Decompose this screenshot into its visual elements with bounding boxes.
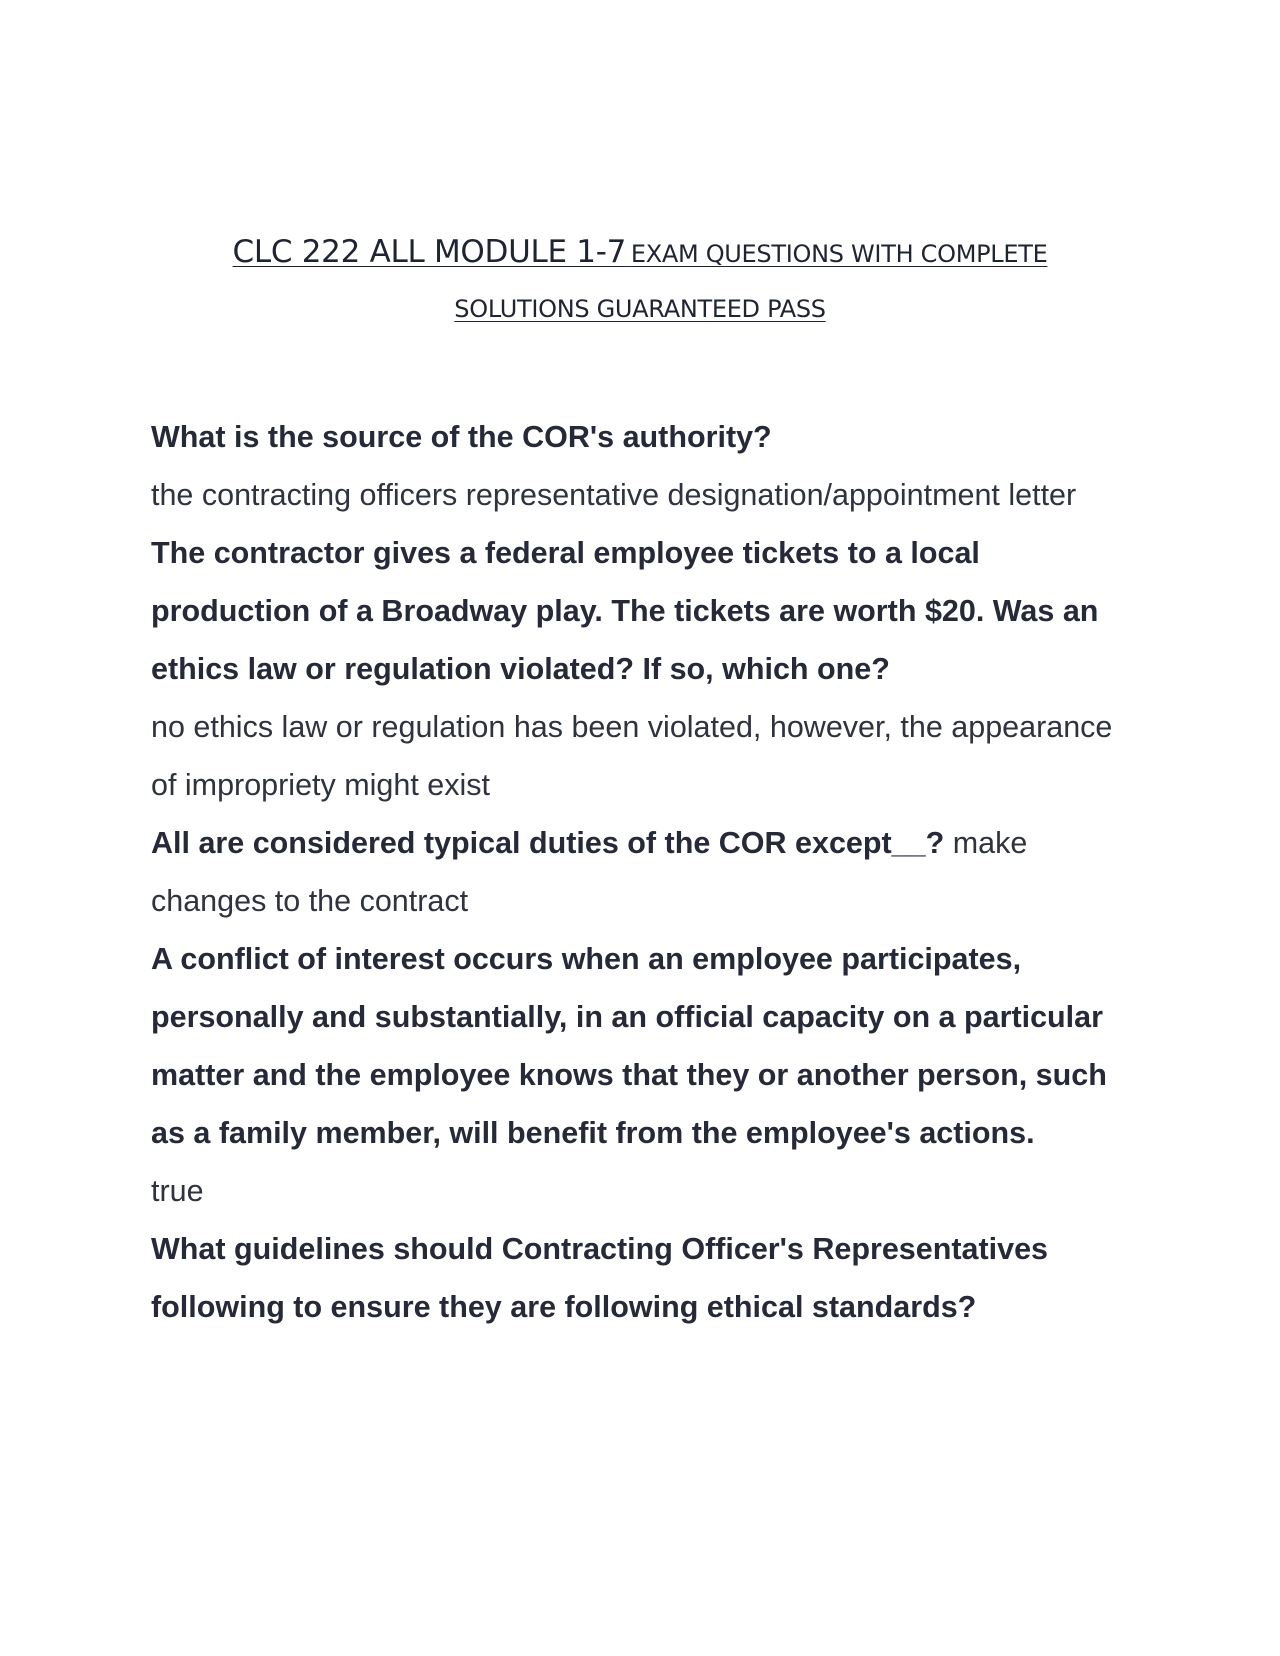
- qa-item: [151, 814, 1121, 930]
- qa-item: [151, 524, 1121, 698]
- qa-item: [151, 1162, 1121, 1220]
- answer-text: true: [151, 1174, 204, 1208]
- qa-item: [151, 466, 1121, 524]
- answer-text: make changes to the contract: [151, 826, 1028, 918]
- qa-item: [151, 698, 1121, 814]
- answer-text: no ethics law or regulation has been violated, however, the appearance of impropriety might exist: [151, 710, 1113, 802]
- qa-item: [151, 1220, 1121, 1336]
- answer-text: the contracting officers representative designation/appointment letter: [151, 478, 1077, 512]
- qa-item: [151, 408, 1121, 466]
- qa-content: [151, 408, 1121, 1336]
- title-line-1: [120, 226, 1160, 283]
- question-text: What guidelines should Contracting Officer's Representatives following to ensure they are following ethical standards?: [151, 1232, 1048, 1324]
- qa-item: [151, 930, 1121, 1162]
- document-title: [120, 226, 1160, 335]
- title-rest: EXAM QUESTIONS WITH COMPLETE: [630, 240, 1048, 268]
- question-text: The contractor gives a federal employee tickets to a local production of a Broadway play. The tickets are worth $20. Was an ethics law or regulation violated? If so, which one?: [151, 536, 1099, 686]
- question-text: A conflict of interest occurs when an employee participates, personally and substantially, in an official capacity on a particular matter and the employee knows that they or another person, such as a family member, will benefit from the employee's actions.: [151, 942, 1107, 1150]
- title-main: CLC 222 ALL MODULE 1-7: [232, 234, 627, 270]
- question-text: What is the source of the COR's authority?: [151, 420, 772, 454]
- question-text: All are considered typical duties of the COR except__?: [151, 826, 945, 860]
- title-line-2: SOLUTIONS GUARANTEED PASS: [454, 295, 826, 323]
